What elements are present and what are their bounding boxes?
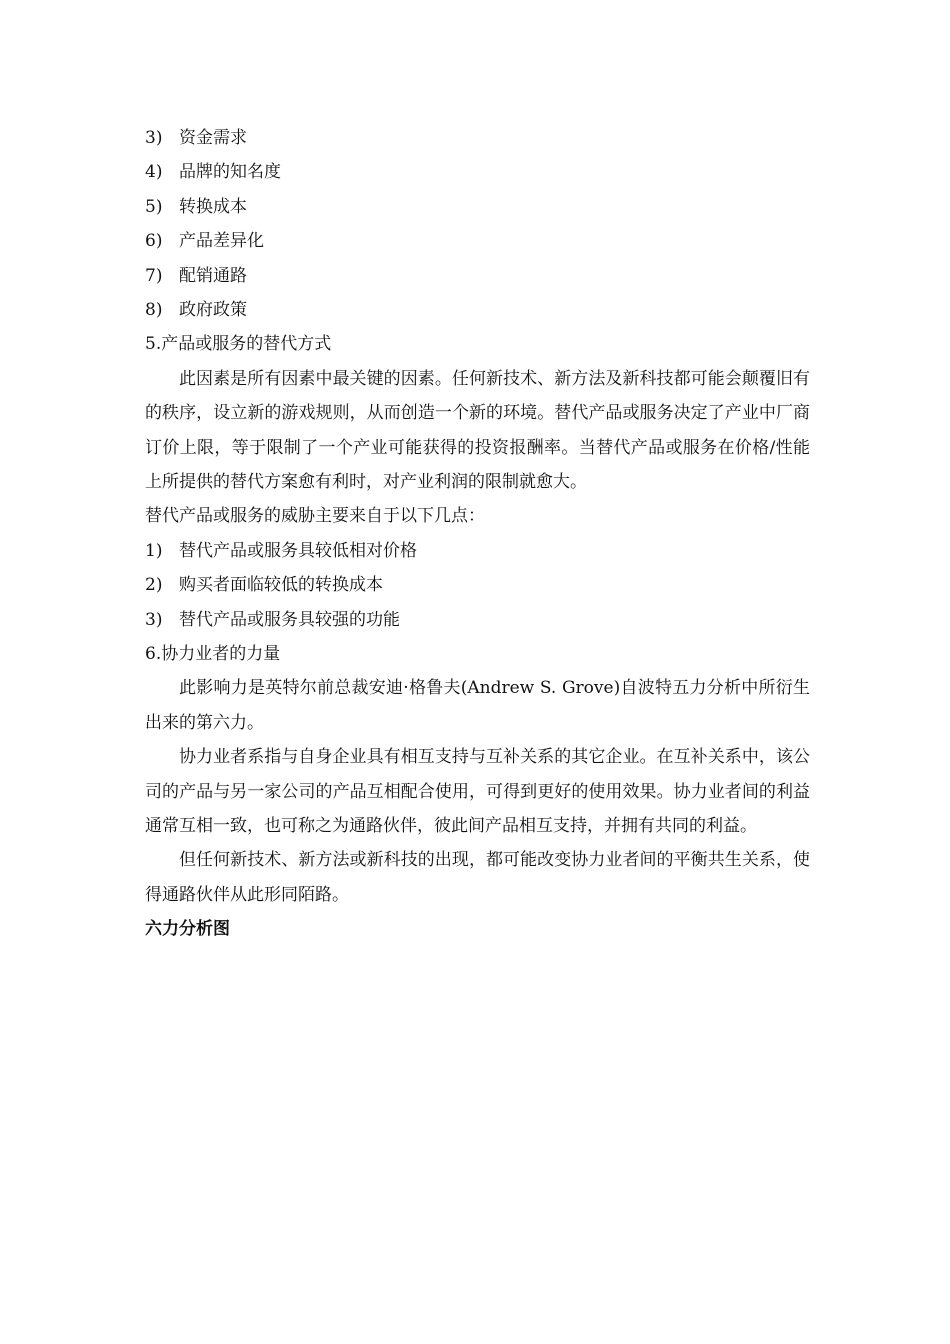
list-item — [145, 224, 810, 258]
paragraph: 此影响力是英特尔前总裁安迪·格鲁夫(Andrew S. Grove)自波特五力分析中所衍生出来的第六力。 — [145, 678, 810, 733]
list-number: 6) — [145, 231, 163, 252]
list-number: 4) — [145, 162, 163, 183]
paragraph: 协力业者系指与自身企业具有相互支持与互补关系的其它企业。在互补关系中，该公司的产品与另一家公司的产品互相配合使用，可得到更好的使用效果。协力业者间的利益通常互相一致，也可称之为通路伙伴，彼此间产品相互支持，并拥有共同的利益。 — [145, 747, 810, 836]
list-number: 1) — [145, 540, 163, 561]
document-body — [145, 121, 810, 947]
list-text: 产品差异化 — [179, 231, 264, 252]
list-text: 替代产品或服务具较强的功能 — [179, 609, 400, 630]
list-item — [145, 155, 810, 189]
list-text: 政府政策 — [179, 299, 247, 320]
list-item — [145, 259, 810, 293]
section-heading-complementors: 6.协力业者的力量 — [145, 643, 281, 664]
list-text: 购买者面临较低的转换成本 — [179, 575, 383, 596]
list-text: 转换成本 — [179, 196, 247, 217]
list-item — [145, 190, 810, 224]
list-item — [145, 568, 810, 602]
list-text: 品牌的知名度 — [179, 162, 281, 183]
list-number: 2) — [145, 575, 163, 596]
list-number: 8) — [145, 299, 163, 320]
list-text: 替代产品或服务具较低相对价格 — [179, 540, 417, 561]
figure-heading: 六力分析图 — [145, 919, 230, 940]
list-number: 7) — [145, 265, 163, 286]
list-text: 配销通路 — [179, 265, 247, 286]
list-item — [145, 121, 810, 155]
list-number: 5) — [145, 196, 163, 217]
paragraph: 此因素是所有因素中最关键的因素。任何新技术、新方法及新科技都可能会颠覆旧有的秩序，设立新的游戏规则，从而创造一个新的环境。替代产品或服务决定了产业中厂商订价上限，等于限制了一个产业可能获得的投资报酬率。当替代产品或服务在价格/性能上所提供的替代方案愈有利时，对产业利润的限制就愈大。 — [145, 368, 810, 492]
list-intro: 替代产品或服务的威胁主要来自于以下几点： — [145, 506, 485, 527]
list-number: 3) — [145, 128, 163, 148]
section-heading-substitutes: 5.产品或服务的替代方式 — [145, 334, 332, 355]
list-item — [145, 603, 810, 637]
list-text: 资金需求 — [179, 128, 247, 148]
paragraph: 但任何新技术、新方法或新科技的出现，都可能改变协力业者间的平衡共生关系，使得通路伙伴从此形同陌路。 — [145, 850, 810, 905]
list-number: 3) — [145, 609, 163, 630]
list-item — [145, 534, 810, 568]
list-item — [145, 293, 810, 327]
